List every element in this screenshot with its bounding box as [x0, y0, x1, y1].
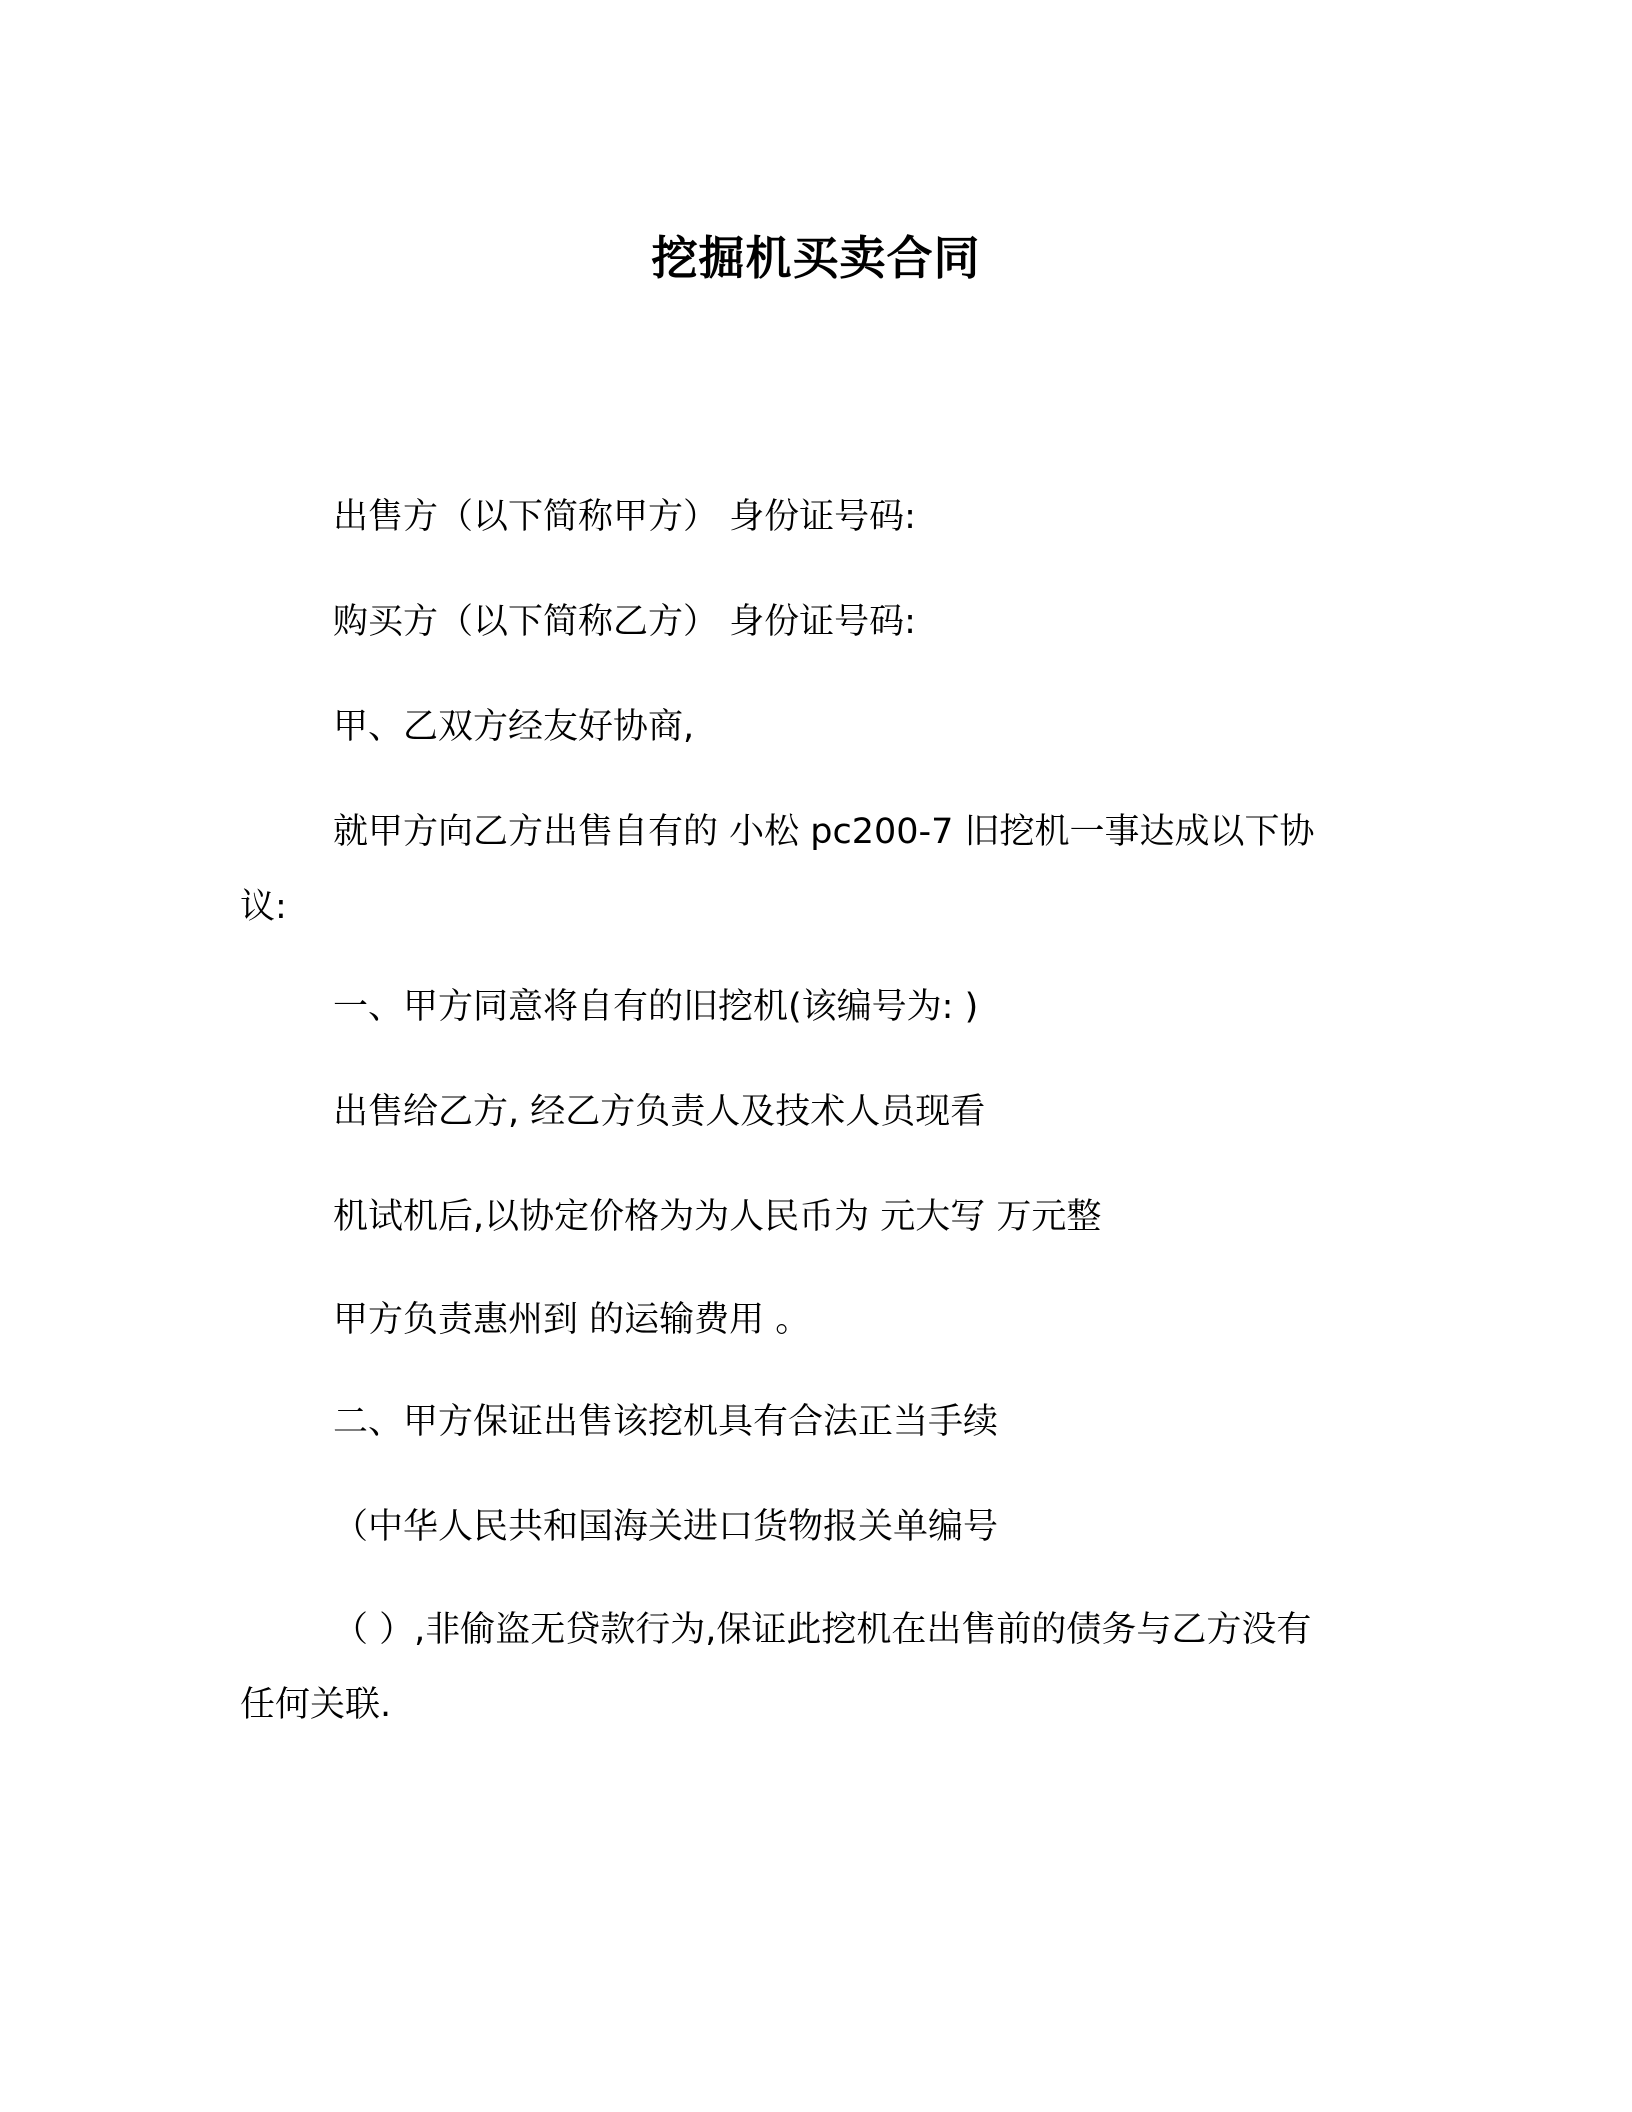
clause-one-line-4: 甲方负责惠州到 的运输费用 。 — [333, 1300, 811, 1340]
clause-one-line-2: 出售给乙方, 经乙方负责人及技术人员现看 — [333, 1092, 986, 1132]
clause-one-line-3: 机试机后,以协定价格为为人民币为 元大写 万元整 — [333, 1197, 1102, 1237]
clause-one-line: 一、甲方同意将自有的旧挖机(该编号为: ) — [333, 987, 979, 1027]
clause-two-line: 二、甲方保证出售该挖机具有合法正当手续 — [333, 1402, 999, 1442]
clause-two-line-4: 任何关联. — [240, 1685, 392, 1725]
clause-two-line-2: （中华人民共和国海关进口货物报关单编号 — [333, 1507, 999, 1547]
agreement-line: 就甲方向乙方出售自有的 小松 pc200-7 旧挖机一事达成以下协 — [333, 812, 1315, 852]
seller-line: 出售方（以下简称甲方） 身份证号码: — [333, 497, 916, 537]
negotiation-line: 甲、乙双方经友好协商, — [333, 707, 695, 747]
document-title: 挖掘机买卖合同 — [651, 231, 981, 285]
buyer-line: 购买方（以下简称乙方） 身份证号码: — [333, 602, 916, 642]
clause-two-line-3: （ ）,非偷盗无贷款行为,保证此挖机在出售前的债务与乙方没有 — [333, 1610, 1312, 1650]
agreement-line-continued: 议: — [240, 887, 287, 927]
